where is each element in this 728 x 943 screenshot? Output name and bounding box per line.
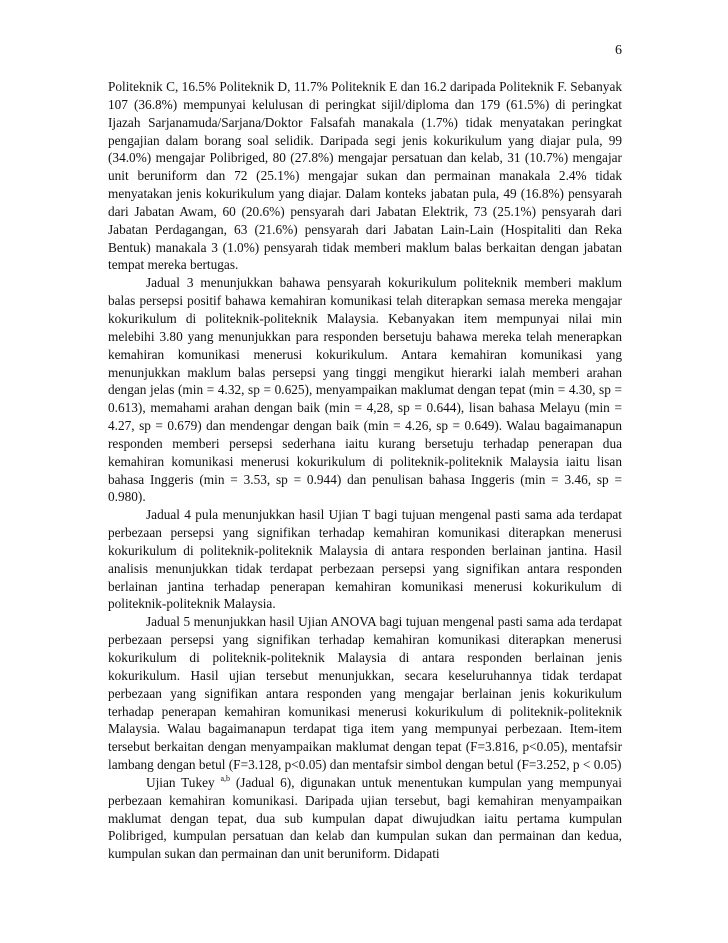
body-text [108, 78, 622, 863]
page-number: 6 [615, 43, 622, 58]
tukey-text-start: Ujian Tukey [146, 774, 221, 790]
paragraph-tukey-test [108, 774, 622, 863]
paragraph-table-3: Jadual 3 menunjukkan bahawa pensyarah kokurikulum politeknik memberi maklum balas persepsi positif bahawa kemahiran komunikasi telah diterapkan semasa mereka mengajar kokurikulum di politeknik-politeknik Malaysia. Kebanyakan item mempunyai nilai min melebihi 3.80 yang menunjukkan para responden bersetuju bahawa mereka telah menerapkan kemahiran komunikasi menerusi kokurikulum. Antara kemahiran komunikasi yang menunjukkan maklum balas persepsi yang tinggi mengikut hierarki ialah memberi arahan dengan jelas (min = 4.32, sp = 0.625), menyampaikan maklumat dengan tepat (min = 4.30, sp = 0.613), memahami arahan dengan baik (min = 4,28, sp = 0.644), lisan bahasa Melayu (min = 4.27, sp = 0.679) dan mendengar dengan baik (min = 4.26, sp = 0.649). Walau bagaimanapun responden memberi persepsi sederhana iaitu kurang bersetuju terhadap penerapan dua kemahiran komunikasi menerusi kokurikulum di politeknik-politeknik Malaysia iaitu lisan bahasa Inggeris (min = 3.53, sp = 0.944) dan penulisan bahasa Inggeris (min = 3.46, sp = 0.980). [108, 275, 622, 505]
tukey-text-rest: (Jadual 6), digunakan untuk menentukan kumpulan yang mempunyai perbezaan kemahiran komunikasi. Daripada ujian tersebut, bagi kemahiran menyampaikan maklumat dengan tepat, dua sub kumpulan dapat diwujudkan iaitu pertama kumpulan Polibriged, kumpulan persatuan dan kelab dan kumpulan sukan dan permainan dan kedua, kumpulan sukan dan permainan dan unit beruniform. Didapati [108, 774, 623, 862]
paragraph-table-4: Jadual 4 pula menunjukkan hasil Ujian T bagi tujuan mengenal pasti sama ada terdapat perbezaan persepsi yang signifikan terhadap kemahiran komunikasi diterapkan menerusi kokurikulum di politeknik-politeknik Malaysia di antara responden berlainan jantina. Hasil analisis menunjukkan tidak terdapat perbezaan persepsi yang signifikan antara responden berlainan jantina terhadap penerapan kemahiran komunikasi menerusi kokurikulum di politeknik-politeknik Malaysia. [108, 507, 622, 612]
tukey-superscript: a,b [220, 773, 231, 783]
paragraph-table-5: Jadual 5 menunjukkan hasil Ujian ANOVA bagi tujuan mengenal pasti sama ada terdapat perbezaan persepsi yang signifikan terhadap kemahiran komunikasi diterapkan menerusi kokurikulum di politeknik-politeknik Malaysia di antara responden berlainan jenis kokurikulum. Hasil ujian tersebut menunjukkan, secara keseluruhannya tidak terdapat perbezaan yang signifikan antara responden yang mengajar berlainan jenis kokurikulum terhadap penerapan kemahiran komunikasi menerusi kokurikulum di politeknik-politeknik Malaysia. Walau bagaimanapun terdapat tiga item yang mempunyai perbezaan. Item-item tersebut berkaitan dengan menyampaikan maklumat dengan tepat (F=3.816, p<0.05), mentafsir lambang dengan betul (F=3.128, p<0.05) dan mentafsir simbol dengan betul (F=3.252, p < 0.05) [108, 614, 622, 773]
paragraph-respondent-profile: Politeknik C, 16.5% Politeknik D, 11.7% Politeknik E dan 16.2 daripada Politeknik F. Sebanyak 107 (36.8%) mempunyai kelulusan di peringkat sijil/diploma dan 179 (61.5%) di peringkat Ijazah Sarjanamuda/Sarjana/Doktor Falsafah manakala (1.7%) tidak menyatakan peringkat pengajian dalam borang soal selidik. Daripada segi jenis kokurikulum yang diajar pula, 99 (34.0%) mengajar Polibriged, 80 (27.8%) mengajar persatuan dan kelab, 31 (10.7%) mengajar unit beruniform dan 72 (25.1%) mengajar sukan dan permainan manakala 2.4% tidak menyatakan jenis kokurikulum yang diajar. Dalam konteks jabatan pula, 49 (16.8%) pensyarah dari Jabatan Awam, 60 (20.6%) pensyarah dari Jabatan Elektrik, 73 (25.1%) pensyarah dari Jabatan Perdagangan, 63 (21.6%) pensyarah dari Jabatan Lain-Lain (Hospitaliti dan Reka Bentuk) manakala 3 (1.0%) pensyarah tidak memberi maklum balas berkaitan dengan jabatan tempat mereka bertugas. [108, 79, 622, 273]
